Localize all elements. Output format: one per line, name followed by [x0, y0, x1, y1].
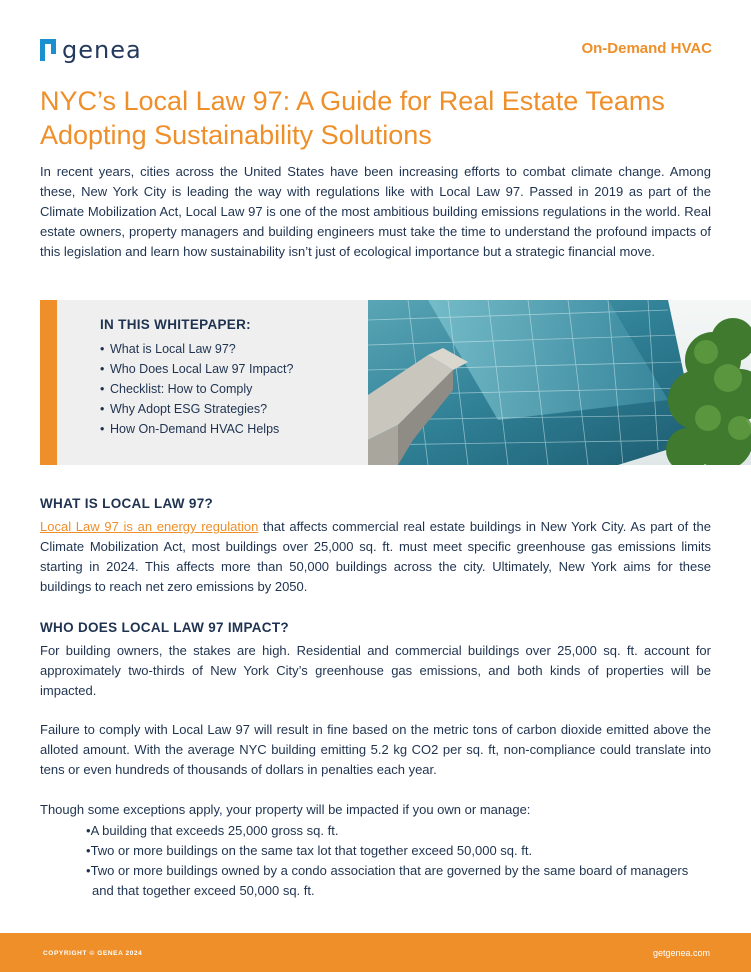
contents-heading: IN THIS WHITEPAPER:: [100, 317, 251, 332]
section-what-paragraph: [40, 517, 711, 597]
contents-item: • Checklist: How to Comply: [100, 382, 310, 397]
copyright-text: COPYRIGHT © GENEA 2024: [43, 950, 143, 957]
impact-criteria-item: • A building that exceeds 25,000 gross sq. ft.: [86, 821, 706, 841]
section-heading-who: WHO DOES LOCAL LAW 97 IMPACT?: [40, 620, 289, 635]
page-title: NYC’s Local Law 97: A Guide for Real Estate Teams Adopting Sustainability Solutions: [40, 86, 665, 150]
section-who-paragraph-1: For building owners, the stakes are high. Residential and commercial buildings over 25,000 sq. ft. account for approximately two-thirds of New York City’s greenhouse gas emissions, and both kinds of properties will be impacted.: [40, 643, 711, 698]
intro-paragraph: In recent years, cities across the United States have been increasing efforts to combat climate change. Among these, New York City is leading the way with regulations like with Local Law 97. Passed in 2019 as part of the Climate Mobilization Act, Local Law 97 is one of the most ambitious building emissions regulations in the world. Real estate owners, property managers and building engineers must take the time to understand the profound impacts of this legislation and learn how sustainability isn’t just of ecological importance but a strategic financial move.: [40, 164, 711, 259]
impact-criteria-list: [86, 821, 706, 901]
local-law-97-link[interactable]: Local Law 97 is an energy regulation: [40, 519, 259, 534]
section-what-body: that affects commercial real estate buildings in New York City. As part of the Climate Mobilization Act, most buildings over 25,000 sq. ft. must meet specific greenhouse gas emissions limits starting in 2024. This affects more than 50,000 buildings across the city. Ultimately, New York aims for these buildings to reach net zero emissions by 2050.: [40, 519, 711, 594]
page-footer: [0, 933, 751, 972]
category-label: On-Demand HVAC: [581, 40, 712, 57]
genea-logo-icon: [40, 39, 56, 61]
impact-criteria-item: • Two or more buildings owned by a condo association that are governed by the same board of managers and that together exceed 50,000 sq. ft.: [86, 861, 706, 901]
contents-item: • How On-Demand HVAC Helps: [100, 422, 310, 437]
genea-logo: [40, 38, 142, 62]
impact-criteria-item: • Two or more buildings on the same tax lot that together exceed 50,000 sq. ft.: [86, 841, 706, 861]
whitepaper-contents-box: [40, 300, 368, 465]
section-who-paragraph-2: Failure to comply with Local Law 97 will result in fine based on the metric tons of carbon dioxide emitted above the alloted amount. With the average NYC building emitting 5.2 kg CO2 per sq. ft, non-compliance could translate into tens or even hundreds of thousands of dollars in penalties each year.: [40, 722, 711, 777]
contents-item: • Why Adopt ESG Strategies?: [100, 402, 310, 417]
section-heading-what: WHAT IS LOCAL LAW 97?: [40, 496, 214, 511]
section-who-paragraph-3: Though some exceptions apply, your property will be impacted if you own or manage:: [40, 802, 531, 817]
building-photo: [368, 300, 751, 465]
contents-item: • Who Does Local Law 97 Impact?: [100, 362, 310, 377]
glass-building-image: [368, 300, 751, 465]
contents-list: [100, 342, 310, 442]
contents-item: • What is Local Law 97?: [100, 342, 310, 357]
logo-text: genea: [62, 36, 142, 64]
footer-url-link[interactable]: getgenea.com: [652, 948, 710, 958]
